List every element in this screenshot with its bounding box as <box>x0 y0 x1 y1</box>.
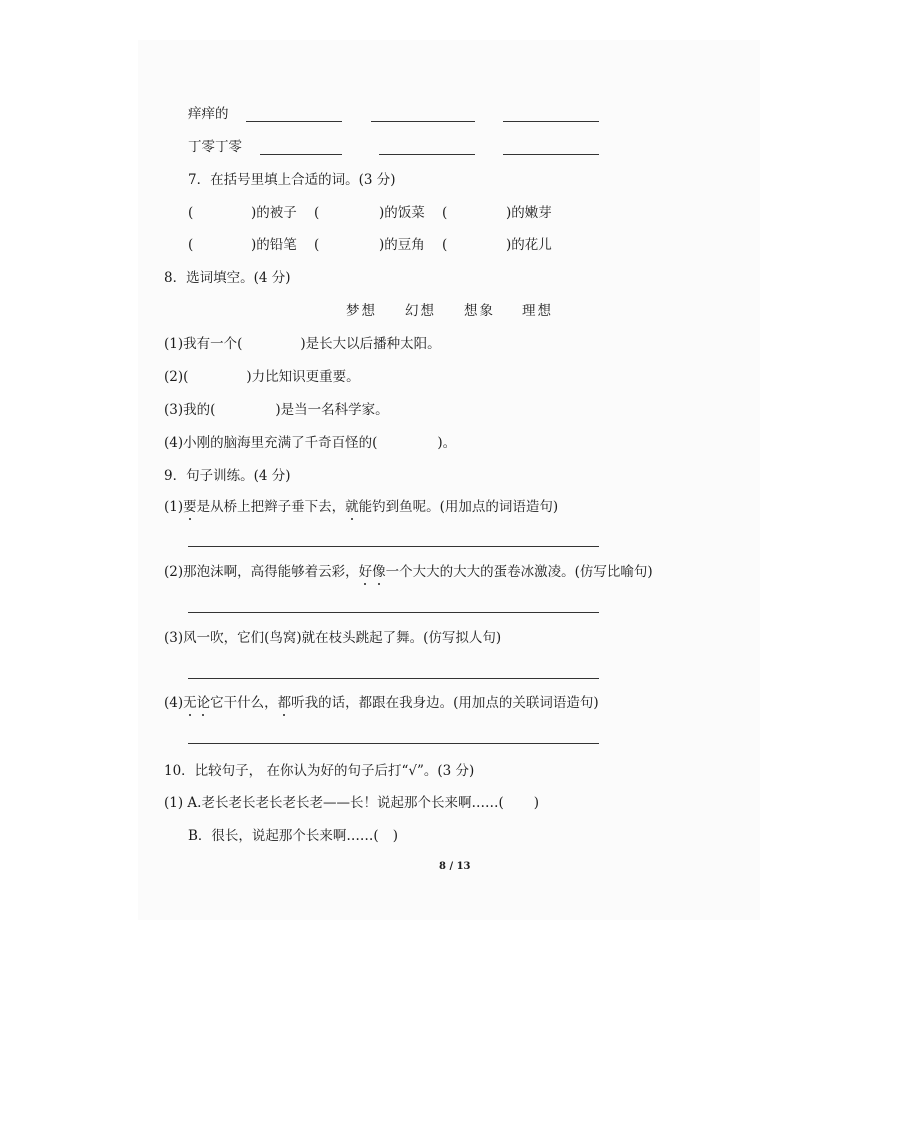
q9-sentence-4: (4)无论它干什么，都听我的话，都跟在我身边。(用加点的关联词语造句) <box>164 695 599 711</box>
q7-blank-4[interactable]: )的铅笔 <box>251 237 297 253</box>
q8-sentence-2: (2)( )力比知识更重要。 <box>164 369 360 385</box>
q7-blank-5[interactable]: )的豆角 <box>379 237 425 253</box>
emphasis-dot-char: 要 <box>183 499 197 515</box>
q8-sentence-1: (1)我有一个( )是长大以后播种太阳。 <box>164 336 441 352</box>
answer-line[interactable] <box>503 121 599 122</box>
q9-sentence-3: (3)风一吹，它们(鸟窝)就在枝头跳起了舞。(仿写拟人句) <box>164 630 502 646</box>
open-paren: ( <box>442 237 448 253</box>
q6-row1-label: 痒痒的 <box>188 106 229 122</box>
word-bank-item: 理想 <box>522 303 553 319</box>
q7-blank-6[interactable]: )的花儿 <box>506 237 552 253</box>
page-number: 8 / 13 <box>439 861 471 872</box>
emphasis-dot-char: 都 <box>277 695 292 711</box>
open-paren: ( <box>188 237 194 253</box>
q8-title: 8．选词填空。(4 分) <box>164 270 291 286</box>
answer-line[interactable] <box>371 121 475 122</box>
emphasis-dot-char: 论 <box>196 695 211 711</box>
answer-line[interactable] <box>188 546 599 547</box>
q7-blank-2[interactable]: )的饭菜 <box>379 205 425 221</box>
open-paren: ( <box>314 205 320 221</box>
q9-sentence-1: (1)要是从桥上把辫子垂下去，就能钓到鱼呢。(用加点的词语造句) <box>164 499 559 515</box>
word-bank-item: 想象 <box>464 303 495 319</box>
answer-line[interactable] <box>188 678 599 679</box>
q7-title: 7．在括号里填上合适的词。(3 分) <box>188 172 396 188</box>
answer-line[interactable] <box>260 154 342 155</box>
emphasis-dot-char: 无 <box>183 695 197 711</box>
word-bank-item: 幻想 <box>405 303 436 319</box>
answer-line[interactable] <box>379 154 475 155</box>
q9-title: 9．句子训练。(4 分) <box>164 468 291 484</box>
q10-option-b: B．很长，说起那个长来啊……( ) <box>188 828 398 844</box>
answer-line[interactable] <box>246 121 342 122</box>
q7-blank-3[interactable]: )的嫩芽 <box>506 205 552 221</box>
emphasis-dot-char: 好 <box>358 564 373 580</box>
q10-title: 10．比较句子， 在你认为好的句子后打“√”。(3 分) <box>164 763 475 779</box>
emphasis-dot-char: 就 <box>345 499 359 515</box>
word-bank-item: 梦想 <box>346 303 377 319</box>
open-paren: ( <box>314 237 320 253</box>
q7-blank-1[interactable]: )的被子 <box>251 205 297 221</box>
q6-row2-label: 丁零丁零 <box>188 139 242 155</box>
answer-line[interactable] <box>503 154 599 155</box>
q9-sentence-2: (2)那泡沫啊，高得能够着云彩，好像一个大大的大大的蛋卷冰激凌。(仿写比喻句) <box>164 564 653 580</box>
answer-line[interactable] <box>188 743 599 744</box>
q10-option-a: (1) A.老长老长老长老长老——长！说起那个长来啊……( ) <box>164 795 540 811</box>
answer-line[interactable] <box>188 612 599 613</box>
q8-sentence-4: (4)小刚的脑海里充满了千奇百怪的( )。 <box>164 435 457 451</box>
open-paren: ( <box>442 205 448 221</box>
emphasis-dot-char: 像 <box>372 564 386 580</box>
q8-sentence-3: (3)我的( )是当一名科学家。 <box>164 402 389 418</box>
open-paren: ( <box>188 205 194 221</box>
